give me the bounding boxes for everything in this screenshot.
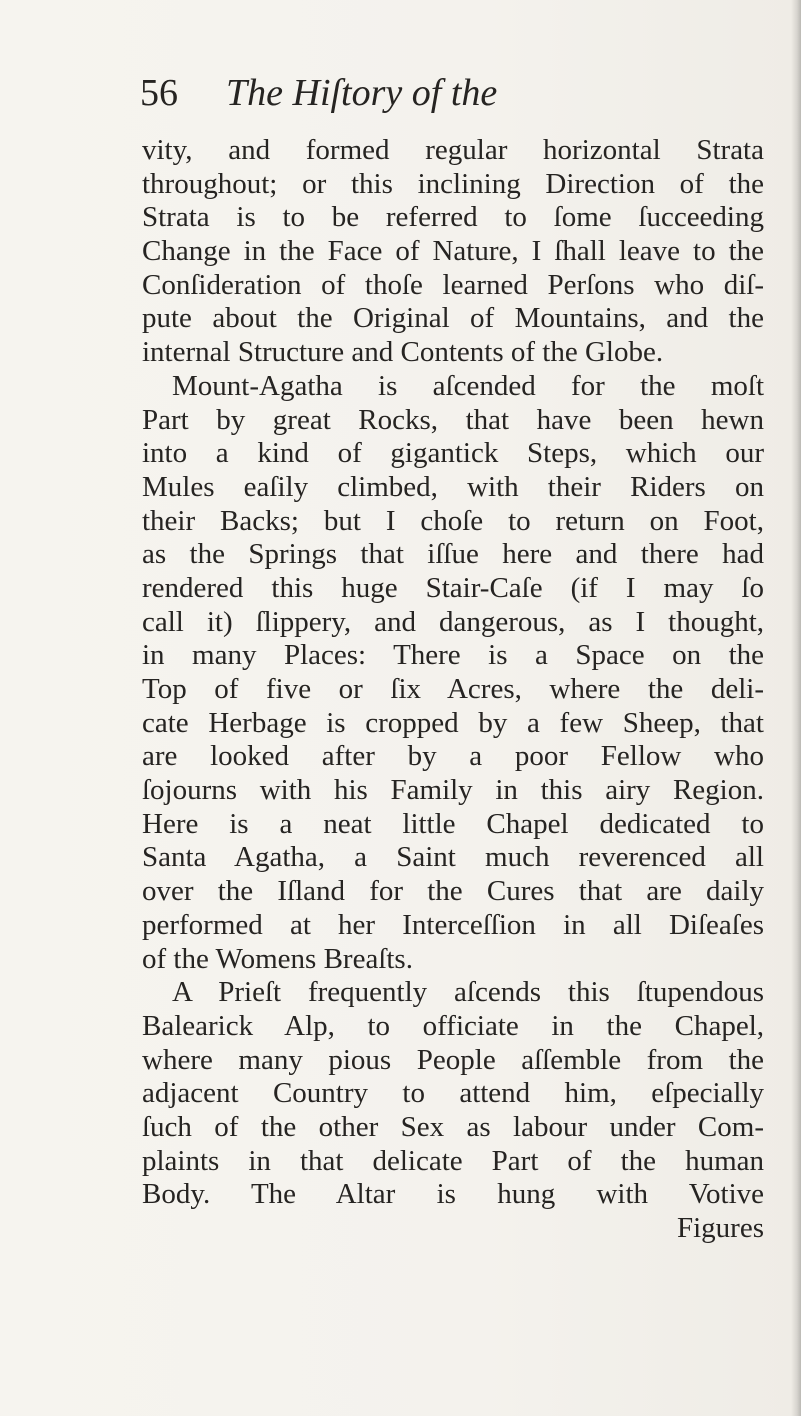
body-text (142, 134, 764, 1246)
text-line: are looked after by a poor Fellow who (142, 740, 764, 773)
text-line: pute about the Original of Mountains, and the (142, 302, 764, 335)
text-line: Mules eaſily climbed, with their Riders on (142, 470, 764, 503)
text-line: Change in the Face of Nature, I ſhall leave to the (142, 235, 764, 268)
text-line: in many Places: There is a Space on the (142, 639, 764, 672)
text-line: of the Womens Breaſts. (142, 942, 413, 975)
text-line: call it) ſlippery, and dangerous, as I thought, (142, 605, 764, 638)
text-line: where many pious People aſſemble from the (142, 1043, 764, 1076)
text-line: ſuch of the other Sex as labour under Com- (142, 1110, 764, 1143)
text-line: Balearick Alp, to officiate in the Chapel, (142, 1009, 764, 1042)
running-title: The Hiſtory of the (226, 72, 498, 114)
page-header (140, 70, 700, 116)
text-line: A Prieſt frequently aſcends this ſtupendous (172, 976, 764, 1009)
page-number: 56 (140, 72, 178, 114)
text-line: ſojourns with his Family in this airy Region. (142, 774, 764, 807)
text-line: vity, and formed regular horizontal Strata (142, 134, 764, 166)
catchword: Figures (677, 1212, 764, 1244)
text-line: into a kind of gigantick Steps, which our (142, 437, 764, 470)
text-line: rendered this huge Stair-Caſe (if I may ſo (142, 571, 764, 604)
text-line: Strata is to be referred to ſome ſucceeding (142, 201, 764, 234)
text-line: Part by great Rocks, that have been hewn (142, 403, 764, 436)
text-line: cate Herbage is cropped by a few Sheep, that (142, 706, 764, 739)
text-line: adjacent Country to attend him, eſpecially (142, 1077, 764, 1110)
text-line: throughout; or this inclining Direction of the (142, 167, 764, 200)
text-line: Conſideration of thoſe learned Perſons who diſ- (142, 268, 764, 301)
text-line: performed at her Interceſſion in all Diſeaſes (142, 908, 764, 941)
text-line: internal Structure and Contents of the Globe. (142, 336, 664, 369)
text-line: over the Iſland for the Cures that are daily (142, 875, 764, 908)
text-line: Here is a neat little Chapel dedicated to (142, 807, 764, 840)
text-line: Body. The Altar is hung with Votive (142, 1178, 764, 1211)
text-line: Top of five or ſix Acres, where the deli- (142, 673, 764, 705)
text-line: as the Springs that iſſue here and there had (142, 538, 764, 571)
text-line: their Backs; but I choſe to return on Foot, (142, 504, 764, 537)
text-line: plaints in that delicate Part of the human (142, 1144, 764, 1177)
text-line: Santa Agatha, a Saint much reverenced all (142, 841, 764, 874)
page-edge-shadow (791, 0, 801, 1416)
text-line: Mount-Agatha is aſcended for the moſt (172, 369, 764, 402)
